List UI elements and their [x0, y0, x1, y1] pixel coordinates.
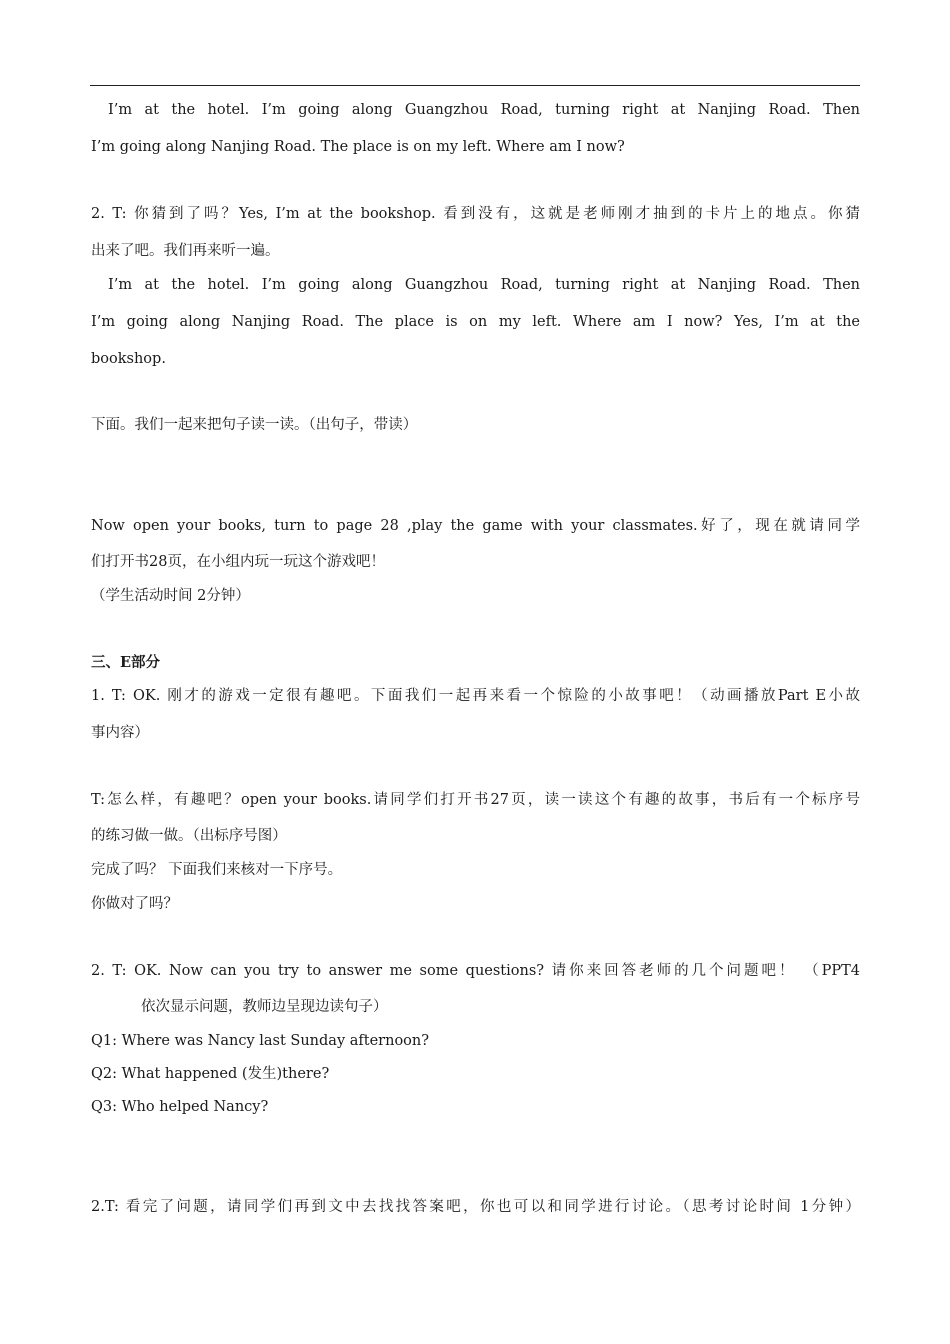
- question-line: Q1: Where was Nancy last Sunday afternoon?: [91, 1033, 430, 1049]
- question-line: Q2: What happened (发生)there?: [91, 1066, 330, 1082]
- header-rule: [90, 85, 860, 86]
- paragraph-line: 1. T: OK. 刚才的游戏一定很有趣吧。下面我们一起再来看一个惊险的小故事吧！（动画播放Part E小故: [91, 688, 860, 704]
- paragraph-line: 2.T: 看完了问题，请同学们再到文中去找找答案吧，你也可以和同学进行讨论。（思考讨论时间 1分钟）: [91, 1199, 860, 1215]
- paragraph-line: bookshop.: [91, 351, 166, 367]
- paragraph-line: 你做对了吗？: [91, 896, 178, 912]
- paragraph-line: Now open your books, turn to page 28 ,play the game with your classmates.好了，现在就请同学: [91, 518, 860, 534]
- paragraph-line: 们打开书28页，在小组内玩一玩这个游戏吧！: [91, 554, 385, 570]
- paragraph-line: I’m at the hotel. I’m going along Guangzhou Road, turning right at Nanjing Road. Then: [108, 102, 860, 118]
- paragraph-line: I’m at the hotel. I’m going along Guangzhou Road, turning right at Nanjing Road. Then: [108, 277, 860, 293]
- paragraph-line: 事内容）: [91, 725, 149, 741]
- paragraph-line: 完成了吗？ 下面我们来核对一下序号。: [91, 862, 343, 878]
- paragraph-line: I’m going along Nanjing Road. The place is on my left. Where am I now?: [91, 139, 625, 155]
- paragraph-line: 依次显示问题，教师边呈现边读句子）: [141, 999, 388, 1015]
- paragraph-line: （学生活动时间 2分钟）: [91, 588, 250, 604]
- paragraph-line: T:怎么样，有趣吧？open your books.请同学们打开书27页，读一读这个有趣的故事，书后有一个标序号: [91, 792, 860, 808]
- paragraph-line: 的练习做一做。（出标序号图）: [91, 828, 287, 844]
- paragraph-line: 出来了吧。我们再来听一遍。: [91, 243, 280, 259]
- paragraph-line: 下面。我们一起来把句子读一读。（出句子，带读）: [91, 417, 418, 433]
- section-heading: 三、E部分: [91, 654, 161, 671]
- paragraph-line: 2. T: 你猜到了吗？Yes, I’m at the bookshop. 看到没有，这就是老师刚才抽到的卡片上的地点。你猜: [91, 206, 860, 222]
- paragraph-line: I’m going along Nanjing Road. The place is on my left. Where am I now? Yes, I’m at the: [91, 314, 860, 330]
- paragraph-line: 2. T: OK. Now can you try to answer me some questions? 请你来回答老师的几个问题吧！ （PPT4: [91, 963, 860, 979]
- question-line: Q3: Who helped Nancy?: [91, 1099, 269, 1115]
